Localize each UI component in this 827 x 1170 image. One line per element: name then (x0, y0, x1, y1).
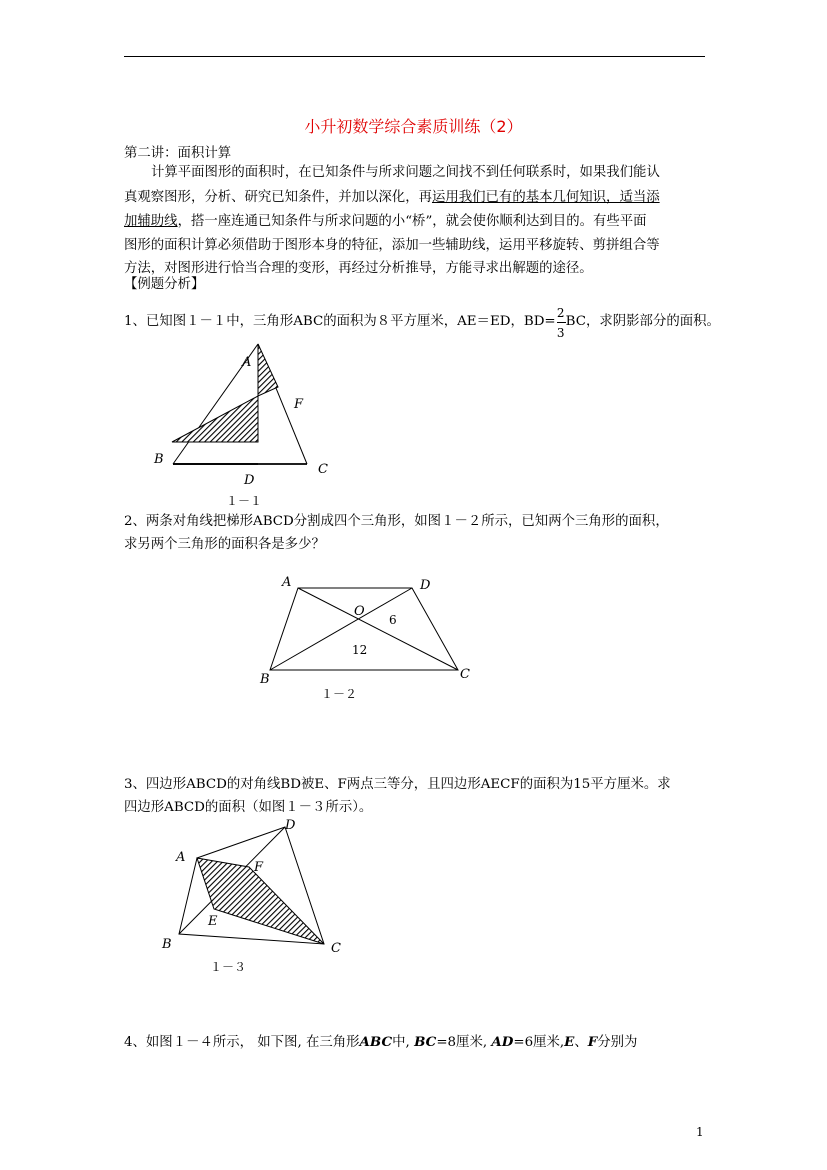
intro-line-2: 真观察图形，分析、研究已知条件，并加以深化，再运用我们已有的基本几何知识，适当添 (124, 190, 660, 205)
intro-line-1: 计算平面图形的面积时，在已知条件与所求问题之间找不到任何联系时，如果我们能认 (151, 165, 660, 180)
shaded-triangle-bottom (172, 396, 258, 442)
underlined-phrase-1: 运用我们已有的基本几何知识，适当添 (431, 190, 660, 205)
intro-line-3: 加辅助线，搭一座连通已知条件与所求问题的小“桥”，就会使你顺利达到目的。有些平面 (124, 214, 647, 229)
diagonal-bd (270, 588, 412, 670)
figure-1-1 (140, 336, 350, 510)
label-a: A (176, 850, 186, 865)
area-label-6: 6 (389, 613, 397, 627)
label-f: F (254, 860, 264, 875)
question-2-line-2: 求另两个三角形的面积各是多少？ (124, 537, 325, 552)
label-d: D (420, 578, 431, 593)
label-c: C (331, 941, 341, 956)
label-b: B (154, 452, 164, 467)
header-rule (124, 56, 705, 57)
figure-caption-1-1: １－１ (226, 494, 263, 508)
question-3-line-2: 四边形ABCD的面积（如图１－３所示）。 (124, 800, 373, 815)
label-b: B (260, 672, 270, 687)
fraction-two-thirds: $\frac{2}{3}$ (556, 306, 565, 340)
figure-caption-1-3: １－３ (210, 960, 247, 974)
diagonal-ac (298, 588, 458, 670)
shaded-triangle-top (258, 344, 278, 396)
figure-1-3 (150, 815, 360, 975)
trapezoid-abcd (270, 588, 458, 670)
intro-line-5: 方法，对图形进行恰当合理的变形，再经过分析推导，方能寻求出解题的途径。 (124, 261, 593, 276)
figure-caption-1-2: １－２ (321, 687, 358, 701)
question-4: 4、如图１－４所示， 如下图, 在三角形ABC中, BC=8厘米, AD=6厘米,E、F分别为 (124, 1034, 638, 1050)
area-label-12: 12 (352, 643, 368, 657)
figure-1-2 (250, 570, 490, 710)
label-e: E (208, 914, 218, 929)
label-d: D (285, 818, 296, 833)
label-a: A (242, 355, 252, 370)
intro-line-4: 图形的面积计算必须借助于图形本身的特征，添加一些辅助线，运用平移旋转、剪拼组合等 (124, 238, 660, 253)
page-number: 1 (696, 1125, 704, 1139)
label-c: C (318, 462, 328, 477)
label-f: F (294, 397, 304, 412)
question-2-line-1: 2、两条对角线把梯形ABCD分割成四个三角形，如图１－２所示，已知两个三角形的面积， (124, 514, 669, 529)
underlined-phrase-2: 加辅助线 (124, 214, 178, 229)
question-3-line-1: 3、四边形ABCD的对角线BD被E、F两点三等分，且四边形AECF的面积为15平方厘米。求 (124, 777, 671, 792)
page-title: 小升初数学综合素质训练（2） (304, 117, 523, 136)
example-header: 【例题分析】 (124, 277, 205, 292)
question-1: 1、已知图１－１中，三角形ABC的面积为８平方厘米，AE＝ED，BD= $\frac{2}{3}$ BC，求阴影部分的面积。 (124, 306, 720, 340)
label-d: D (244, 473, 255, 488)
label-a: A (282, 575, 292, 590)
section-heading: 第二讲：面积计算 (124, 146, 232, 161)
label-c: C (460, 667, 470, 682)
label-b: B (162, 937, 172, 952)
label-o: O (354, 604, 365, 619)
